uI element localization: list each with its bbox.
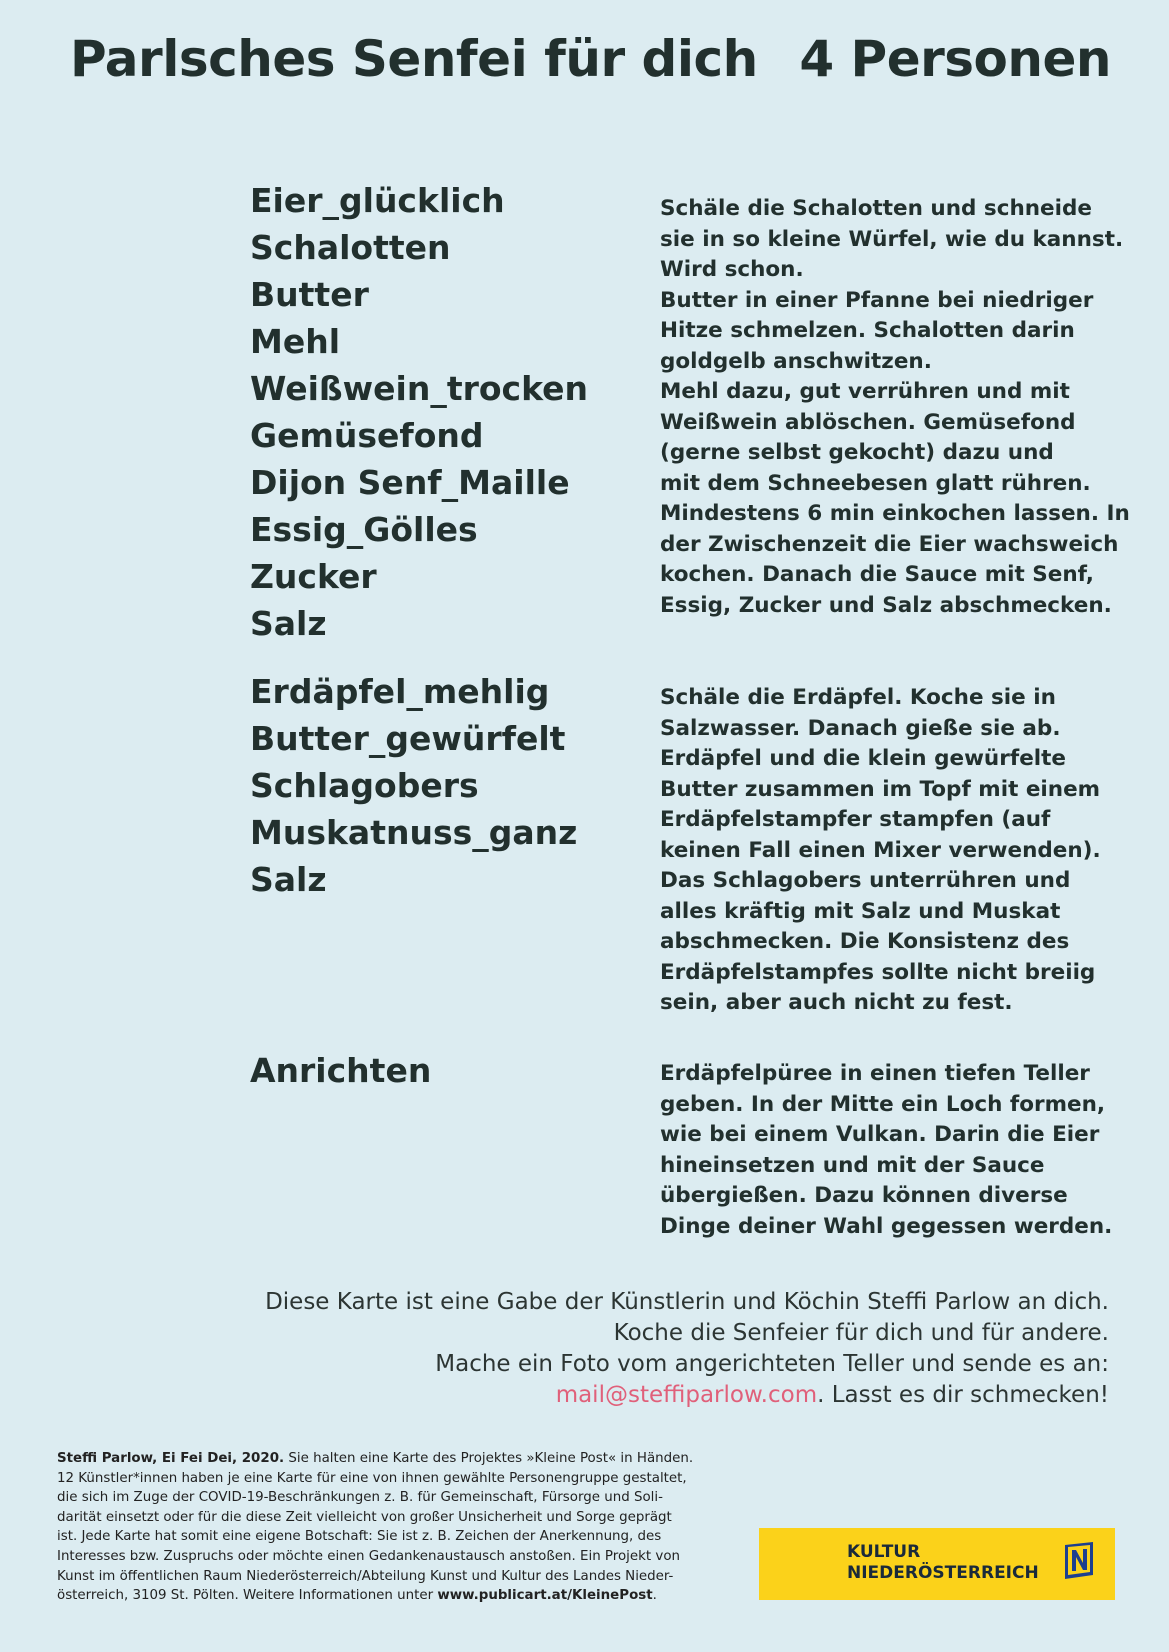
instruction-line: Erdäpfelpüree in einen tiefen Teller [660, 1061, 1090, 1086]
info-line [57, 1449, 693, 1469]
instruction-line: Schäle die Schalotten und schneide [660, 196, 1092, 221]
email-link[interactable]: mail@steffiparlow.com [555, 1382, 818, 1408]
logo-line: KULTUR [847, 1542, 921, 1562]
instruction-line: (gerne selbst gekocht) dazu und [660, 440, 1054, 465]
dedication-line: Koche die Senfeier für dich und für andere. [613, 1320, 1109, 1346]
instruction-line: Wird schon. [660, 257, 804, 282]
dedication-note [265, 1287, 1109, 1411]
kultur-niederoesterreich-logo [759, 1528, 1115, 1600]
instruction-line: Erdäpfelstampfes sollte nicht breiig [660, 959, 1096, 985]
ingredient-name: Essig_Gölles [250, 510, 478, 549]
instruction-line: kochen. Danach die Sauce mit Senf, [660, 562, 1094, 587]
project-info [57, 1449, 693, 1606]
ingredient-name: Schalotten [250, 228, 451, 267]
ingredient-name: Muskatnuss_ganz [250, 813, 578, 852]
info-line: darität einsetzt oder für die diese Zeit vielleicht von großer Unsicherheit und Sorge geprägt [57, 1509, 672, 1525]
info-text: Sie halten eine Karte des Projektes »Kleine Post« in Händen. [284, 1451, 694, 1466]
info-line [57, 1586, 693, 1606]
instruction-line: hineinsetzen und mit der Sauce [660, 1152, 1045, 1178]
instruction-line: alles kräftig mit Salz und Muskat [660, 898, 1061, 924]
instruction-line: wie bei einem Vulkan. Darin die Eier [660, 1122, 1100, 1147]
instruction-line: sein, aber auch nicht zu fest. [660, 990, 1013, 1015]
instruction-line: geben. In der Mitte ein Loch formen, [660, 1091, 1106, 1117]
recipe-title: Parlsches Senfei für dich [70, 30, 758, 88]
dedication-line: Mache ein Foto vom angerichteten Teller und sende es an: [435, 1351, 1109, 1377]
logo-wordmark [847, 1542, 1039, 1584]
logo-line: NIEDERÖSTERREICH [847, 1563, 1039, 1583]
noe-flag-icon [1063, 1541, 1095, 1581]
instruction-line: der Zwischenzeit die Eier wachsweich [660, 531, 1119, 557]
ingredient-name: Salz [250, 860, 327, 899]
instruction-line: keinen Fall einen Mixer verwenden). [660, 837, 1101, 863]
dedication-line [265, 1380, 1109, 1411]
instruction-line: abschmecken. Die Konsistenz des [660, 929, 1070, 954]
instruction-line: Mehl dazu, gut verrühren und mit [660, 379, 1070, 404]
info-line: 12 Künstler*innen haben je eine Karte für eine von ihnen gewählte Personengruppe gestaltet, [57, 1470, 687, 1486]
instruction-line: Dinge deiner Wahl gegessen werden. [660, 1213, 1113, 1239]
serve-heading: Anrichten [250, 1051, 432, 1090]
instruction-line: Butter zusammen im Topf mit einem [660, 776, 1101, 802]
info-line: Kunst im öffentlichen Raum Niederösterreich/Abteilung Kunst und Kultur des Landes Nieder- [57, 1568, 674, 1584]
instruction-line: Mindestens 6 min einkochen lassen. In [660, 501, 1130, 526]
instruction-line: Schäle die Erdäpfel. Koche sie in [660, 685, 1056, 710]
ingredient-name: Eier_glücklich [250, 181, 505, 220]
instruction-line: goldgelb anschwitzen. [660, 348, 932, 374]
ingredient-name: Gemüsefond [250, 416, 484, 455]
instruction-line: Erdäpfelstampfer stampfen (auf [660, 807, 1051, 832]
servings: 4 Personen [799, 30, 1111, 88]
dedication-line: Diese Karte ist eine Gabe der Künstlerin und Köchin Steffi Parlow an dich. [265, 1289, 1109, 1315]
ingredient-name: Schlagobers [250, 766, 479, 805]
sauce-instructions [660, 194, 1130, 621]
ingredient-name: Butter_gewürfelt [250, 719, 566, 758]
info-line: ist. Jede Karte hat somit eine eigene Botschaft: Sie ist z. B. Zeichen der Anerkennung, des [57, 1529, 662, 1545]
instruction-line: mit dem Schneebesen glatt rühren. [660, 470, 1091, 496]
ingredient-name: Dijon Senf_Maille [250, 463, 570, 502]
instruction-line: Hitze schmelzen. Schalotten darin [660, 318, 1075, 343]
dedication-closing: . Lasst es dir schmecken! [817, 1382, 1109, 1408]
instruction-line: Salzwasser. Danach gieße sie ab. [660, 715, 1061, 741]
instruction-line: sie in so kleine Würfel, wie du kannst. [660, 226, 1124, 252]
instruction-line: übergießen. Dazu können diverse [660, 1183, 1068, 1208]
puree-instructions [660, 683, 1120, 1019]
serve-instructions [660, 1059, 1120, 1242]
instruction-line: Weißwein ablöschen. Gemüsefond [660, 409, 1076, 435]
info-text: österreich, 3109 St. Pölten. Weitere Informationen unter [57, 1588, 438, 1604]
info-lead: Steffi Parlow, Ei Fei Dei, 2020. [57, 1451, 285, 1466]
ingredient-name: Salz [250, 604, 327, 643]
instruction-line: Erdäpfel und die klein gewürfelte [660, 746, 1067, 771]
ingredient-name: Butter [250, 275, 369, 314]
instruction-line: Butter in einer Pfanne bei niedriger [660, 287, 1094, 313]
ingredient-name: Mehl [250, 322, 341, 361]
info-line: die sich im Zuge der COVID-19-Beschränkungen z. B. für Gemeinschaft, Fürsorge und Soli- [57, 1490, 663, 1506]
project-url-link[interactable]: www.publicart.at/KleinePost [437, 1588, 653, 1604]
ingredient-name: Zucker [250, 557, 377, 596]
info-text: . [652, 1588, 657, 1604]
instruction-line: Essig, Zucker und Salz abschmecken. [660, 592, 1112, 618]
info-line: Interesses bzw. Zuspruchs oder möchte einen Gedankenaustausch anstoßen. Ein Projekt von [57, 1548, 681, 1564]
instruction-line: Das Schlagobers unterrühren und [660, 868, 1071, 893]
ingredient-name: Weißwein_trocken [250, 369, 589, 408]
ingredient-name: Erdäpfel_mehlig [250, 672, 550, 711]
